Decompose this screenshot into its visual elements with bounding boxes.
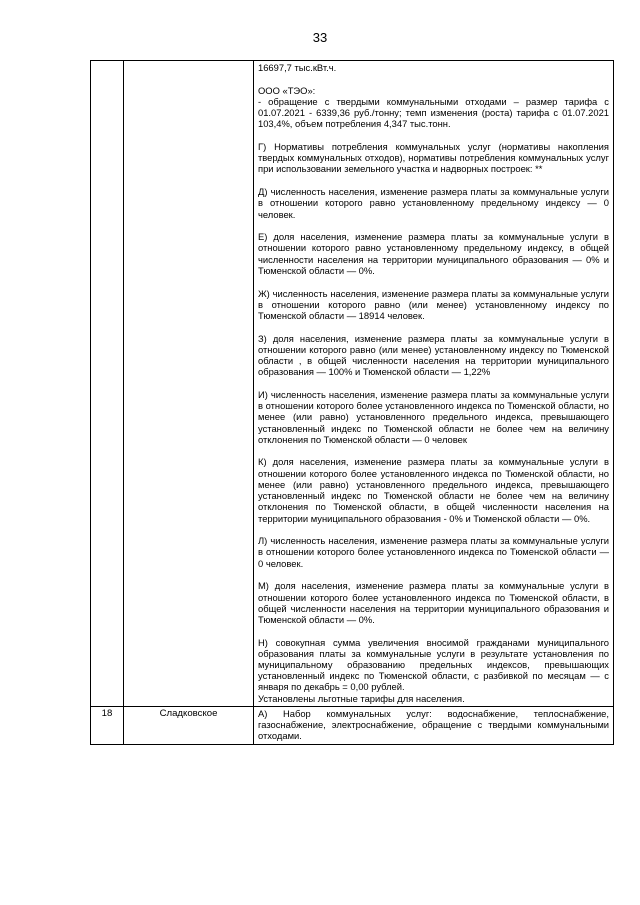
description-cell (254, 706, 614, 745)
row-number-cell: 18 (91, 706, 124, 745)
paragraph-preferential-tariffs: Установлены льготные тарифы для населения. (258, 692, 465, 704)
description-cell (254, 61, 614, 707)
table-row (91, 61, 614, 707)
paragraph-k: К) доля населения, изменение размера платы за коммунальные услуги в отношении которого более установленного индекса по Тюменской области, но менее (или равно) установленного предельного индекса, превышающего установленный индекс по Тюменской области не более чем на величину отклонения по Тюменской области, в общей численности населения на территории муниципального образования - 0% и Тюменской области — 0%. (258, 456, 609, 524)
row-number-cell (91, 61, 124, 707)
paragraph-waste-tariff: - обращение с твердыми коммунальными отходами – размер тарифа с 01.07.2021 - 6339,36 руб./тонну; темп изменения (роста) тарифа с 01.07.2021 103,4%, объем потребления 4,347 тыс.тонн. (258, 95, 609, 130)
paragraph-g: Г) Нормативы потребления коммунальных услуг (нормативы накопления твердых коммунальных отходов), нормативы потребления коммунальных услуг при использовании земельного участка и надворных построек: ** (258, 141, 609, 175)
paragraph-e: Е) доля населения, изменение размера платы за коммунальные услуги в отношении которого равно установленному предельному индексу, в общей численности населения на территории муниципального образования — 0% и Тюменской области — 0%. (258, 231, 609, 276)
paragraph-n: Н) совокупная сумма увеличения вносимой гражданами муниципального образования платы за коммунальные услуги в результате установления по муниципальному образованию предельных индексов, превышающих установленный индекс по Тюменской области, с разбивкой по месяцам — с января по декабрь = 0,00 рублей. (258, 636, 609, 693)
paragraph-i: И) численность населения, изменение размера платы за коммунальные услуги в отношении которого более установленного индекса по Тюменской области, но менее (или равно) установленного предельного индекса, превышающего установленный индекс по Тюменской области не более чем на величину отклонения по Тюменской области — 0 человек (258, 388, 609, 445)
paragraph-consumption-volume: 16697,7 тыс.кВт.ч. (258, 62, 337, 73)
paragraph-m: М) доля населения, изменение размера платы за коммунальные услуги в отношении которого более установленного индекса по Тюменской области, в общей численности населения на территории муниципального образования и Тюменской области — 0%. (258, 580, 609, 625)
paragraph-z: З) доля населения, изменение размера платы за коммунальные услуги в отношении которого равно (или менее) установленному индексу по Тюменской области , в общей численности населения на территории муниципального образования — 100% и Тюменской области — 1,22% (258, 332, 609, 378)
municipality-name-cell: Сладковское (124, 706, 254, 745)
paragraph-a: А) Набор коммунальных услуг: водоснабжение, теплоснабжение, газоснабжение, электроснабжение, обращение с твердыми коммунальными отходами. (258, 707, 609, 742)
paragraph-l: Л) численность населения, изменение размера платы за коммунальные услуги в отношении которого более установленного индекса по Тюменской области — 0 человек. (258, 535, 609, 569)
paragraph-zh: Ж) численность населения, изменение размера платы за коммунальные услуги в отношении которого равно (или менее) установленному индексу по Тюменской области — 18914 человек. (258, 287, 609, 321)
municipal-tariff-table (90, 60, 614, 745)
municipality-name-cell (124, 61, 254, 707)
table-row (91, 706, 614, 745)
page-number: 33 (312, 30, 328, 45)
paragraph-company-name: ООО «ТЭО»: (258, 84, 316, 96)
paragraph-d: Д) численность населения, изменение размера платы за коммунальные услуги в отношении которого равно установленному предельному индексу — 0 человек. (258, 186, 609, 220)
